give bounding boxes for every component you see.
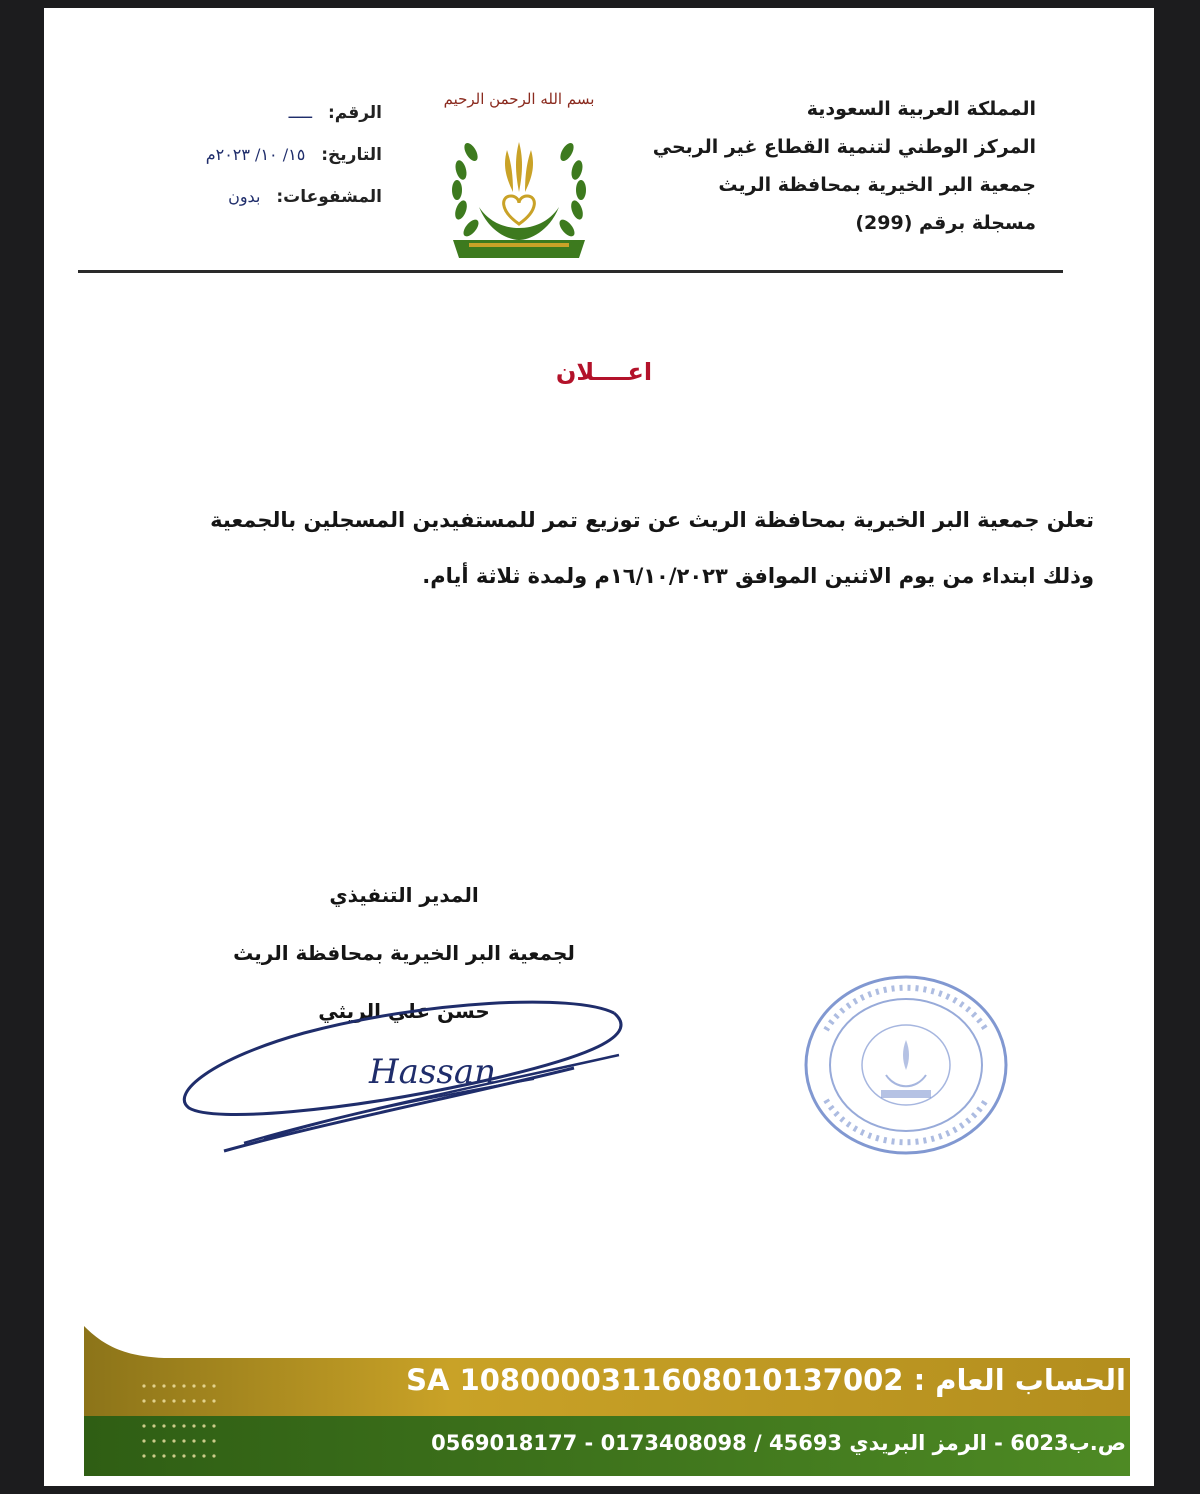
attachments-value: بدون — [228, 187, 261, 206]
footer-address: ص.ب6023 - الرمز البريدي 45693 / 0173408098 - 0569018177 — [431, 1431, 1126, 1455]
attachments-label: المشفوعات: — [276, 187, 382, 207]
header-center — [399, 90, 639, 262]
announcement-title: اعــــلان — [555, 358, 653, 386]
date-label: التاريخ: — [321, 145, 382, 165]
org-line-country: المملكة العربية السعودية — [806, 98, 1036, 120]
reference-row — [82, 92, 382, 134]
reference-value: ـــــ — [288, 103, 313, 122]
official-stamp — [796, 970, 1016, 1160]
signatory-title: المدير التنفيذي — [329, 883, 479, 907]
date-row — [82, 134, 382, 176]
org-line-registration: مسجلة برقم (299) — [855, 212, 1036, 234]
association-logo-icon — [439, 112, 599, 262]
letter-page — [44, 8, 1154, 1486]
handwritten-signature — [174, 983, 674, 1183]
body-line-2: وذلك ابتداء من يوم الاثنين الموافق ١٦/١٠/٢٠٢٣م ولمدة ثلاثة أيام. — [422, 564, 1094, 588]
signature-handwriting: Hassan — [369, 1052, 496, 1092]
org-line-center: المركز الوطني لتنمية القطاع غير الربحي — [652, 136, 1036, 158]
attachments-row — [82, 176, 382, 218]
reference-label: الرقم: — [327, 103, 382, 123]
announcement-body — [194, 492, 1094, 604]
organization-header — [636, 90, 1036, 242]
header-divider — [78, 270, 1063, 273]
reference-block — [82, 92, 382, 218]
footer-account: الحساب العام : SA 1080000311608010137002 — [406, 1363, 1126, 1397]
body-line-1: تعلن جمعية البر الخيرية بمحافظة الريث عن توزيع تمر للمستفيدين المسجلين بالجمعية — [210, 508, 1094, 532]
org-line-association: جمعية البر الخيرية بمحافظة الريث — [718, 174, 1036, 196]
basmala: بسم الله الرحمن الرحيم — [443, 90, 595, 108]
signatory-name: حسن علي الريثي — [318, 999, 490, 1023]
signatory-org: لجمعية البر الخيرية بمحافظة الريث — [233, 941, 575, 965]
date-value: ١٥/ ١٠/ ٢٠٢٣م — [205, 145, 306, 164]
